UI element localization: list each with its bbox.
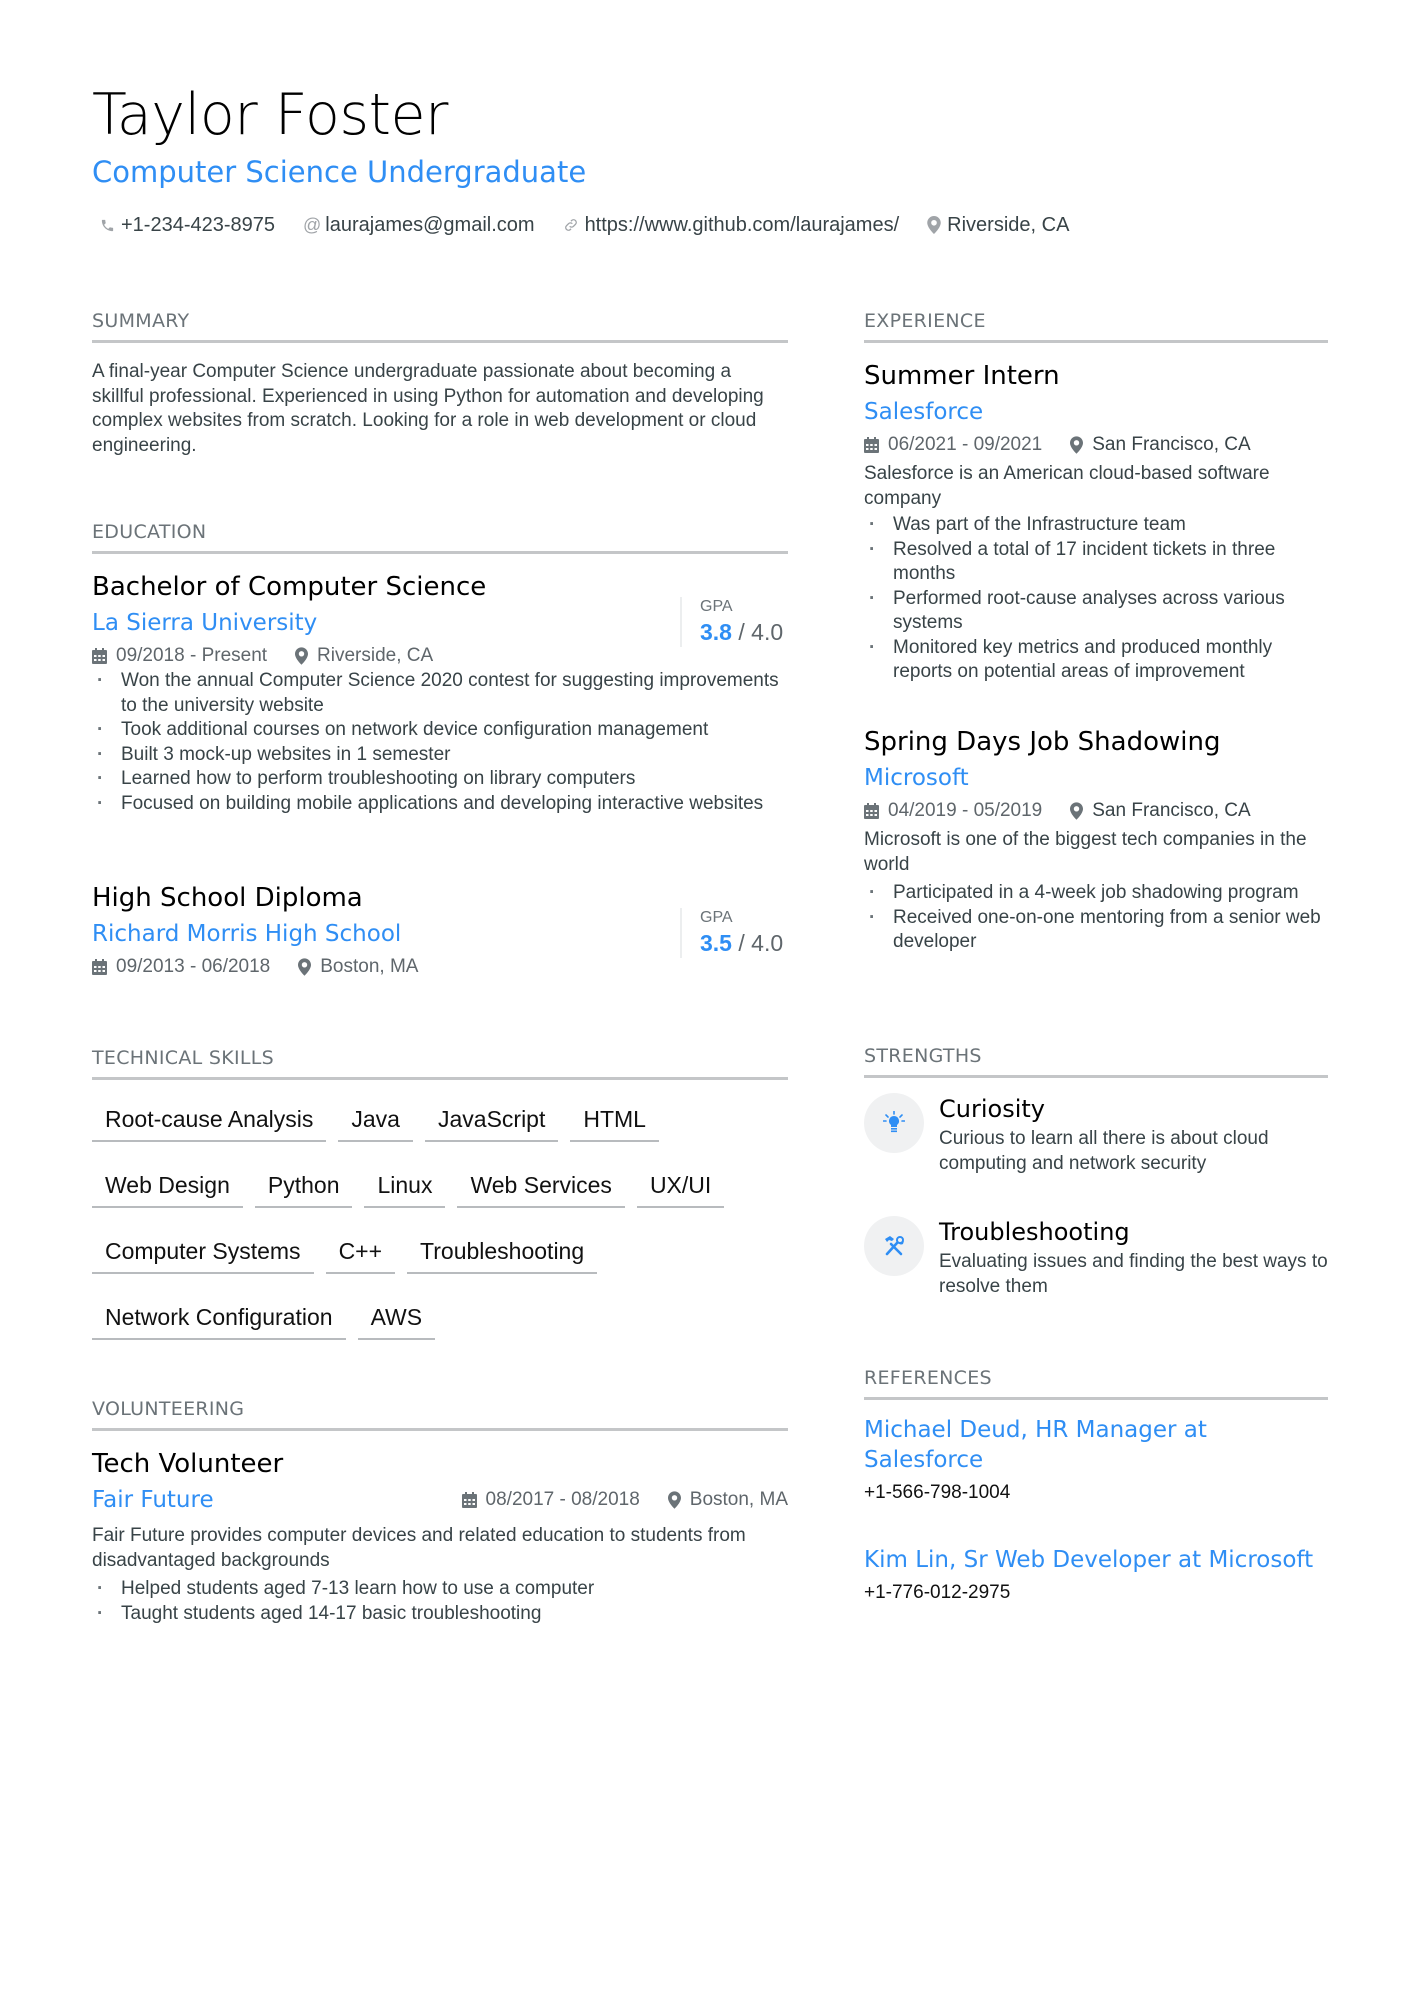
job-title: Spring Days Job Shadowing bbox=[864, 727, 1221, 757]
skill-tag: Web Design bbox=[92, 1158, 243, 1208]
bullet: · Won the annual Computer Science 2020 contest for suggesting improvements to the university website bbox=[92, 669, 788, 718]
gpa-box bbox=[680, 597, 788, 647]
calendar-icon bbox=[462, 1492, 477, 1508]
gpa-max: / 4.0 bbox=[731, 619, 784, 645]
location-icon bbox=[1070, 802, 1083, 820]
experience-item bbox=[864, 358, 1328, 685]
calendar-icon bbox=[92, 648, 107, 664]
date-text: 09/2018 - Present bbox=[116, 645, 268, 666]
bullet: · Focused on building mobile applications and developing interactive websites bbox=[92, 792, 788, 817]
experience-heading: EXPERIENCE bbox=[864, 308, 1328, 343]
gpa-max: / 4.0 bbox=[731, 930, 784, 956]
bullet: · Performed root-cause analyses across various systems bbox=[864, 587, 1328, 636]
location-text: Boston, MA bbox=[689, 1489, 788, 1510]
degree-title: Bachelor of Computer Science bbox=[92, 572, 487, 602]
summary-text: A final-year Computer Science undergraduate passionate about becoming a skillful professional. Experienced in using Python for automation and developing complex websites from scratch. Looking for a role in web development or cloud engineering. bbox=[92, 361, 764, 456]
strength-body bbox=[939, 1216, 1328, 1299]
contact-email[interactable] bbox=[303, 211, 535, 239]
location bbox=[668, 1487, 788, 1513]
summary-heading: SUMMARY bbox=[92, 308, 788, 343]
bullet: · Took additional courses on network device configuration management bbox=[92, 718, 788, 743]
skill-tag: Python bbox=[255, 1158, 353, 1208]
skill-tag: Network Configuration bbox=[92, 1290, 346, 1340]
bullet: · Participated in a 4-week job shadowing program bbox=[864, 881, 1328, 906]
experience-meta bbox=[864, 798, 1328, 824]
skill-tag: Root-cause Analysis bbox=[92, 1092, 326, 1142]
date-range bbox=[92, 954, 270, 980]
location-icon bbox=[1070, 436, 1083, 454]
location-text: Riverside, CA bbox=[317, 645, 434, 666]
strength-body bbox=[939, 1093, 1328, 1176]
volunteer-role: Tech Volunteer bbox=[92, 1449, 284, 1479]
strength-title: Troubleshooting bbox=[939, 1218, 1130, 1246]
bullet: · Received one-on-one mentoring from a senior web developer bbox=[864, 906, 1328, 955]
volunteer-org: Fair Future bbox=[92, 1487, 214, 1513]
strengths-heading: STRENGTHS bbox=[864, 1043, 1328, 1078]
calendar-icon bbox=[92, 959, 107, 975]
lightbulb-icon bbox=[883, 1111, 905, 1135]
experience-meta bbox=[864, 432, 1328, 458]
date-range bbox=[864, 798, 1042, 824]
gpa-value bbox=[700, 928, 788, 958]
skill-tag: Linux bbox=[364, 1158, 445, 1208]
experience-item bbox=[864, 724, 1328, 955]
date-text: 09/2013 - 06/2018 bbox=[116, 956, 271, 977]
reference-name: Michael Deud, HR Manager at Salesforce bbox=[864, 1417, 1207, 1473]
strength-icon-badge bbox=[864, 1093, 924, 1153]
contact-phone-text: +1-234-423-8975 bbox=[121, 214, 276, 236]
strength-description: Evaluating issues and finding the best ways to resolve them bbox=[939, 1251, 1328, 1297]
skill-tag: Web Services bbox=[457, 1158, 624, 1208]
contact-email-text: laurajames@gmail.com bbox=[325, 214, 535, 236]
location-icon bbox=[927, 216, 941, 234]
reference-phone: +1-776-012-2975 bbox=[864, 1582, 1011, 1603]
gpa-score: 3.5 bbox=[700, 930, 732, 956]
skill-tag: JavaScript bbox=[425, 1092, 558, 1142]
experience-bullets bbox=[864, 513, 1328, 685]
skill-tag: Computer Systems bbox=[92, 1224, 314, 1274]
gpa-label: GPA bbox=[700, 909, 733, 926]
education-bullets bbox=[92, 669, 788, 816]
company-name: Salesforce bbox=[864, 399, 984, 425]
contact-link[interactable] bbox=[563, 211, 900, 239]
contact-link-text: https://www.github.com/laurajames/ bbox=[584, 214, 900, 236]
contact-row bbox=[100, 211, 1097, 239]
education-heading: EDUCATION bbox=[92, 519, 788, 554]
volunteering-heading: VOLUNTEERING bbox=[92, 1396, 788, 1431]
contact-location-text: Riverside, CA bbox=[947, 214, 1070, 236]
volunteer-bullets bbox=[92, 1577, 788, 1626]
date-range bbox=[92, 643, 267, 669]
date-text: 08/2017 - 08/2018 bbox=[485, 1489, 640, 1510]
skill-tag: HTML bbox=[570, 1092, 659, 1142]
job-title: Summer Intern bbox=[864, 361, 1060, 391]
company-description: Microsoft is one of the biggest tech companies in the world bbox=[864, 829, 1307, 875]
company-description: Salesforce is an American cloud-based software company bbox=[864, 463, 1270, 509]
bullet: · Learned how to perform troubleshooting on library computers bbox=[92, 767, 788, 792]
strength-icon-badge bbox=[864, 1216, 924, 1276]
bullet: · Monitored key metrics and produced monthly reports on potential areas of improvement bbox=[864, 636, 1328, 685]
skill-tag: C++ bbox=[326, 1224, 395, 1274]
location bbox=[1070, 432, 1250, 458]
company-name: Microsoft bbox=[864, 765, 969, 791]
location-icon bbox=[295, 647, 308, 665]
gpa-label: GPA bbox=[700, 598, 733, 615]
reference-item bbox=[864, 1545, 1328, 1607]
link-icon bbox=[563, 217, 579, 233]
location-text: San Francisco, CA bbox=[1092, 434, 1251, 455]
location bbox=[1070, 798, 1250, 824]
volunteer-org-row bbox=[92, 1482, 788, 1518]
skills-heading: TECHNICAL SKILLS bbox=[92, 1045, 788, 1080]
at-icon: @ bbox=[303, 215, 322, 235]
experience-bullets bbox=[864, 881, 1328, 955]
volunteer-item bbox=[92, 1446, 788, 1626]
location bbox=[298, 954, 418, 980]
reference-item bbox=[864, 1415, 1328, 1507]
references-heading: REFERENCES bbox=[864, 1365, 1328, 1400]
date-range bbox=[864, 432, 1042, 458]
candidate-name: Taylor Foster bbox=[92, 82, 448, 148]
gpa-box bbox=[680, 908, 788, 958]
school-name: La Sierra University bbox=[92, 610, 318, 636]
gpa-value bbox=[700, 617, 788, 647]
candidate-role: Computer Science Undergraduate bbox=[92, 155, 587, 189]
phone-icon bbox=[100, 218, 115, 233]
calendar-icon bbox=[864, 803, 879, 819]
bullet: · Built 3 mock-up websites in 1 semester bbox=[92, 743, 788, 768]
date-text: 06/2021 - 09/2021 bbox=[888, 434, 1043, 455]
skills-list bbox=[92, 1092, 788, 1356]
skill-tag: Java bbox=[338, 1092, 413, 1142]
volunteer-description: Fair Future provides computer devices and related education to students from disadvantaged backgrounds bbox=[92, 1525, 746, 1571]
calendar-icon bbox=[864, 437, 879, 453]
strength-title: Curiosity bbox=[939, 1095, 1045, 1123]
location bbox=[295, 643, 433, 669]
education-item bbox=[92, 569, 788, 816]
skill-tag: UX/UI bbox=[637, 1158, 724, 1208]
date-text: 04/2019 - 05/2019 bbox=[888, 800, 1043, 821]
bullet: · Taught students aged 14-17 basic troubleshooting bbox=[92, 1602, 788, 1627]
tools-icon bbox=[882, 1234, 906, 1258]
volunteer-meta bbox=[462, 1487, 788, 1513]
education-item bbox=[92, 880, 788, 980]
reference-phone: +1-566-798-1004 bbox=[864, 1482, 1011, 1503]
contact-phone[interactable] bbox=[100, 211, 275, 239]
bullet: · Was part of the Infrastructure team bbox=[864, 513, 1328, 538]
bullet: · Helped students aged 7-13 learn how to use a computer bbox=[92, 1577, 788, 1602]
strength-description: Curious to learn all there is about cloud computing and network security bbox=[939, 1128, 1269, 1174]
degree-title: High School Diploma bbox=[92, 883, 363, 913]
skill-tag: AWS bbox=[358, 1290, 436, 1340]
location-text: Boston, MA bbox=[320, 956, 419, 977]
location-icon bbox=[668, 1491, 681, 1509]
date-range bbox=[462, 1487, 640, 1513]
gpa-score: 3.8 bbox=[700, 619, 732, 645]
school-name: Richard Morris High School bbox=[92, 921, 402, 947]
skill-tag: Troubleshooting bbox=[407, 1224, 597, 1274]
location-text: San Francisco, CA bbox=[1092, 800, 1251, 821]
location-icon bbox=[298, 958, 311, 976]
contact-location bbox=[927, 211, 1069, 239]
bullet: · Resolved a total of 17 incident tickets in three months bbox=[864, 538, 1328, 587]
reference-name: Kim Lin, Sr Web Developer at Microsoft bbox=[864, 1547, 1314, 1573]
